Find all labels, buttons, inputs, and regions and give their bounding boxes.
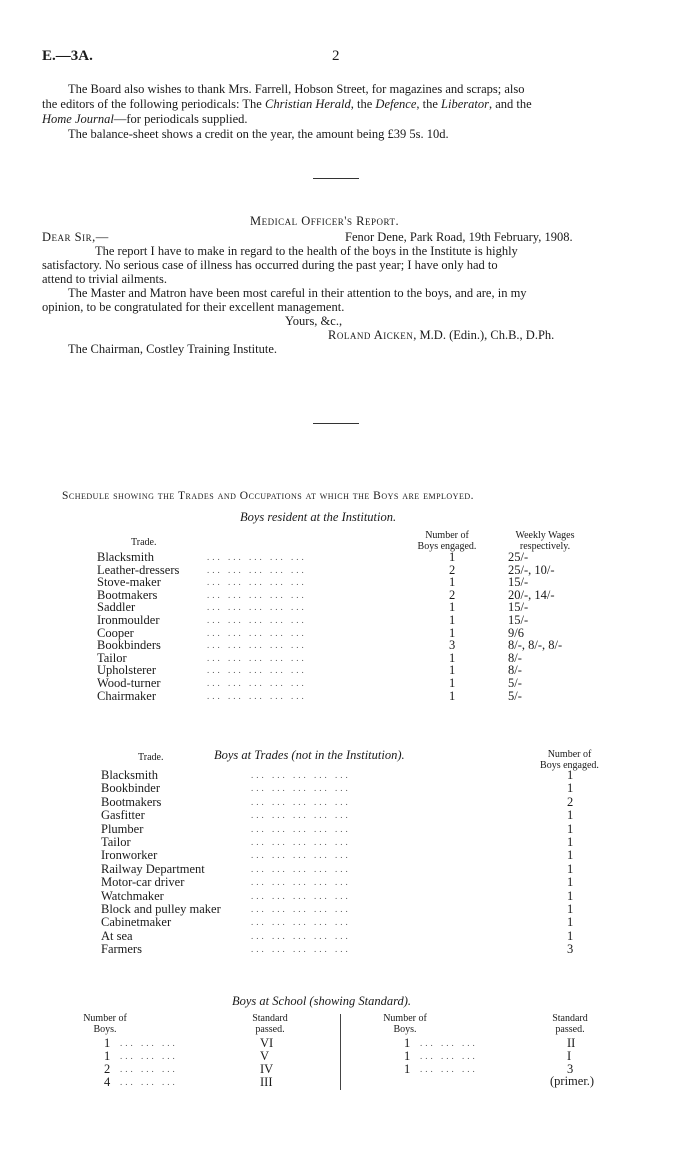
addressee: The Chairman, Costley Training Institute. xyxy=(68,342,278,356)
signature-name: Roland Aicken xyxy=(328,328,414,342)
trades-row xyxy=(101,795,611,808)
trades-table xyxy=(101,768,611,955)
school-left-col-number xyxy=(75,1013,135,1035)
resident-col-number xyxy=(402,530,492,552)
leader-dots: ... ... ... xyxy=(120,1064,178,1074)
trades-number: 1 xyxy=(567,915,574,930)
resident-wages: 15/- xyxy=(508,575,529,590)
school-right-rows xyxy=(400,1036,620,1075)
page-number: 2 xyxy=(332,48,340,64)
trades-subtitle xyxy=(214,748,405,763)
intro-paragraph-1-line-3 xyxy=(42,112,248,127)
trades-row xyxy=(101,781,611,794)
trades-number: 1 xyxy=(567,888,574,903)
resident-col-wages-line-1: Weekly Wages xyxy=(515,530,575,541)
resident-wages: 5/- xyxy=(508,688,522,703)
school-number: 2 xyxy=(104,1062,111,1076)
resident-trade: Blacksmith xyxy=(97,550,154,564)
leader-dots: ... ... ... ... ... xyxy=(207,640,307,651)
resident-table xyxy=(97,550,617,701)
school-left-col-standard xyxy=(240,1013,300,1035)
resident-wages: 25/- xyxy=(508,550,529,564)
leader-dots: ... ... ... xyxy=(420,1038,478,1048)
resident-trade: Upholsterer xyxy=(97,663,157,678)
school-subtitle xyxy=(232,994,411,1009)
resident-trade: Tailor xyxy=(97,650,127,665)
leader-dots: ... ... ... ... ... xyxy=(251,930,351,941)
leader-dots: ... ... ... ... ... xyxy=(251,823,351,834)
resident-wages: 25/-, 10/- xyxy=(508,562,555,577)
school-right-col-number-line-2: Boys. xyxy=(393,1024,417,1035)
school-standard: V xyxy=(260,1049,270,1063)
school-standard: III xyxy=(260,1075,273,1089)
report-address-date: Fenor Dene, Park Road, 19th February, 1908. xyxy=(345,230,573,244)
trades-row xyxy=(101,929,611,942)
resident-wages: 9/6 xyxy=(508,625,524,640)
resident-wages: 15/- xyxy=(508,612,529,627)
resident-trade: Bookbinders xyxy=(97,638,161,653)
trades-rows xyxy=(101,768,611,955)
school-left-col-standard-line-1: Standard xyxy=(252,1013,288,1024)
periodical-liberator: Liberator xyxy=(441,97,489,111)
medical-paragraph-2-line-1: The Master and Matron have been most careful in their attention to the boys, and are, in my xyxy=(68,286,527,300)
resident-trade: Ironmoulder xyxy=(97,612,160,627)
leader-dots: ... ... ... ... ... xyxy=(251,810,351,821)
resident-trade: Leather-dressers xyxy=(97,562,180,577)
trades-trade: Blacksmith xyxy=(101,768,158,782)
intro-paragraph-2: The balance-sheet shows a credit on the year, the amount being £39 5s. 10d. xyxy=(68,127,449,141)
school-left-col-number-line-2: Boys. xyxy=(93,1024,117,1035)
periodical-christian-herald: Christian Herald xyxy=(264,97,351,111)
resident-wages: 8/- xyxy=(508,650,522,665)
school-right-col-number-line-1: Number of xyxy=(383,1013,427,1024)
trades-trade: Plumber xyxy=(101,821,144,836)
resident-row xyxy=(97,626,617,639)
resident-trade: Bootmakers xyxy=(97,587,158,602)
trades-number: 1 xyxy=(567,834,574,849)
section-divider xyxy=(313,178,359,179)
intro-text: , and the xyxy=(488,97,532,111)
leader-dots: ... ... ... ... ... xyxy=(207,665,307,676)
resident-trade: Chairmaker xyxy=(97,688,157,703)
school-number: 1 xyxy=(104,1049,111,1063)
leader-dots: ... ... ... xyxy=(420,1051,478,1061)
intro-paragraph-1-line-1: The Board also wishes to thank Mrs. Farrell, Hobson Street, for magazines and scraps; also xyxy=(68,82,525,96)
intro-text: , the xyxy=(416,97,442,111)
resident-trade: Saddler xyxy=(97,600,136,615)
school-row xyxy=(400,1036,620,1049)
resident-wages: 5/- xyxy=(508,675,522,690)
school-number: 4 xyxy=(104,1075,111,1089)
resident-col-number-line-1: Number of xyxy=(425,530,469,541)
medical-paragraph-1-line-2: satisfactory. No serious case of illness has occurred during the past year; I have only had to xyxy=(42,258,498,272)
resident-row xyxy=(97,689,617,702)
trades-trade: Farmers xyxy=(101,942,142,957)
trades-trade: Watchmaker xyxy=(101,888,164,903)
trades-row xyxy=(101,822,611,835)
trades-trade: Railway Department xyxy=(101,861,205,876)
leader-dots: ... ... ... ... ... xyxy=(251,770,351,780)
leader-dots: ... ... ... ... ... xyxy=(207,652,307,663)
trades-row xyxy=(101,902,611,915)
school-standard: II xyxy=(567,1036,576,1050)
resident-number: 1 xyxy=(449,625,456,640)
trades-row xyxy=(101,875,611,888)
medical-paragraph-2-line-2: opinion, to be congratulated for their excellent management. xyxy=(42,300,345,314)
resident-number: 1 xyxy=(449,663,456,678)
leader-dots: ... ... ... ... ... xyxy=(207,577,307,588)
resident-wages: 8/- xyxy=(508,663,522,678)
trades-number: 1 xyxy=(567,875,574,890)
school-row xyxy=(100,1075,330,1088)
trades-col-trade: Trade. xyxy=(138,752,164,763)
trades-number: 1 xyxy=(567,861,574,876)
intro-text: —for periodicals supplied. xyxy=(113,112,248,126)
school-subtitle-text: Boys at School (showing Standard). xyxy=(232,994,412,1008)
resident-number: 1 xyxy=(449,675,456,690)
leader-dots: ... ... ... ... ... xyxy=(207,627,307,638)
resident-row xyxy=(97,676,617,689)
trades-number: 2 xyxy=(567,794,574,809)
salutation: Dear Sir,— xyxy=(42,230,109,244)
school-number: 1 xyxy=(404,1036,411,1050)
resident-trade: Wood-turner xyxy=(97,675,161,690)
resident-number: 1 xyxy=(449,600,456,615)
school-number: 1 xyxy=(404,1062,411,1076)
trades-row xyxy=(101,942,611,955)
trades-trade: Motor-car driver xyxy=(101,875,185,890)
school-standard: 3 xyxy=(567,1062,574,1076)
leader-dots: ... ... ... ... ... xyxy=(251,796,351,807)
resident-number: 3 xyxy=(449,638,456,653)
periodical-defence: Defence xyxy=(375,97,417,111)
school-row xyxy=(100,1049,330,1062)
resident-wages: 8/-, 8/-, 8/- xyxy=(508,638,563,653)
school-left-rows xyxy=(100,1036,330,1088)
resident-col-number-line-2: Boys engaged. xyxy=(417,541,477,552)
resident-number: 1 xyxy=(449,688,456,703)
school-left-col-standard-line-2: passed. xyxy=(255,1024,285,1035)
school-table-divider xyxy=(340,1014,341,1090)
school-row xyxy=(100,1062,330,1075)
leader-dots: ... ... ... xyxy=(120,1038,178,1048)
trades-trade: Cabinetmaker xyxy=(101,915,172,930)
school-right-col-standard-line-2: passed. xyxy=(555,1024,585,1035)
leader-dots: ... ... ... ... ... xyxy=(251,877,351,888)
leader-dots: ... ... ... ... ... xyxy=(251,944,351,955)
medical-paragraph-1-line-1: The report I have to make in regard to the health of the boys in the Institute is highly xyxy=(95,244,518,258)
trades-number: 3 xyxy=(567,942,574,957)
school-right-col-number xyxy=(375,1013,435,1035)
resident-trade: Cooper xyxy=(97,625,134,640)
trades-number: 1 xyxy=(567,901,574,916)
school-number: 1 xyxy=(104,1036,111,1050)
leader-dots: ... ... ... xyxy=(120,1077,178,1087)
leader-dots: ... ... ... xyxy=(120,1051,178,1061)
resident-number: 1 xyxy=(449,575,456,590)
trades-row xyxy=(101,848,611,861)
trades-row xyxy=(101,889,611,902)
trades-col-number-line-2: Boys engaged. xyxy=(540,760,599,771)
leader-dots: ... ... ... ... ... xyxy=(251,903,351,914)
trades-trade: Bookbinder xyxy=(101,781,161,796)
medical-paragraph-1-line-3: attend to trivial ailments. xyxy=(42,272,167,286)
trades-row xyxy=(101,862,611,875)
school-left-table xyxy=(100,1036,330,1088)
closing: Yours, &c., xyxy=(285,314,343,328)
resident-wages: 15/- xyxy=(508,600,529,615)
intro-paragraph-1-line-2 xyxy=(42,97,532,112)
leader-dots: ... ... ... ... ... xyxy=(207,690,307,701)
resident-col-wages xyxy=(500,530,590,552)
school-standard: I xyxy=(567,1049,572,1063)
resident-row xyxy=(97,651,617,664)
leader-dots: ... ... ... ... ... xyxy=(251,917,351,928)
trades-number: 1 xyxy=(567,928,574,943)
resident-col-wages-line-2: respectively. xyxy=(519,541,571,552)
resident-row xyxy=(97,588,617,601)
resident-row xyxy=(97,600,617,613)
trades-row xyxy=(101,768,611,781)
schedule-title: Schedule showing the Trades and Occupations at which the Boys are employed. xyxy=(62,490,475,502)
trades-trade: Bootmakers xyxy=(101,794,162,809)
resident-subtitle-text: Boys resident at the Institution. xyxy=(240,510,397,524)
resident-number: 1 xyxy=(449,650,456,665)
leader-dots: ... ... ... ... ... xyxy=(251,863,351,874)
leader-dots: ... ... ... ... ... xyxy=(207,677,307,688)
resident-number: 1 xyxy=(449,550,456,564)
periodical-home-journal: Home Journal xyxy=(42,112,114,126)
trades-trade: At sea xyxy=(101,928,133,943)
section-divider xyxy=(313,423,359,424)
school-right-table xyxy=(400,1036,620,1088)
leader-dots: ... ... ... ... ... xyxy=(207,589,307,600)
trades-row xyxy=(101,835,611,848)
school-primer-note: (primer.) xyxy=(550,1074,595,1088)
school-number: 1 xyxy=(404,1049,411,1063)
leader-dots: ... ... ... ... ... xyxy=(251,890,351,901)
signature-qualifications: , M.D. (Edin.), Ch.B., D.Ph. xyxy=(413,328,555,342)
leader-dots: ... ... ... ... ... xyxy=(251,783,351,794)
resident-subtitle xyxy=(240,510,396,525)
trades-trade: Tailor xyxy=(101,834,131,849)
leader-dots: ... ... ... ... ... xyxy=(207,614,307,625)
school-standard: VI xyxy=(260,1036,274,1050)
trades-trade: Ironworker xyxy=(101,848,158,863)
school-row xyxy=(100,1036,330,1049)
trades-number: 1 xyxy=(567,781,574,796)
report-code: E.—3A. xyxy=(42,48,93,64)
trades-subtitle-text: Boys at Trades (not in the Institution). xyxy=(214,748,405,762)
school-right-col-standard xyxy=(540,1013,600,1035)
leader-dots: ... ... ... ... ... xyxy=(207,552,307,562)
resident-row xyxy=(97,638,617,651)
resident-row xyxy=(97,663,617,676)
intro-text: the editors of the following periodicals: The xyxy=(42,97,265,111)
trades-number: 1 xyxy=(567,848,574,863)
trades-trade: Block and pulley maker xyxy=(101,901,221,916)
medical-report-title: Medical Officer's Report. xyxy=(250,214,400,228)
resident-number: 1 xyxy=(449,612,456,627)
leader-dots: ... ... ... ... ... xyxy=(207,564,307,575)
resident-wages: 20/-, 14/- xyxy=(508,587,555,602)
resident-row xyxy=(97,613,617,626)
trades-number: 1 xyxy=(567,768,574,782)
leader-dots: ... ... ... ... ... xyxy=(207,602,307,613)
resident-trade: Stove-maker xyxy=(97,575,161,590)
resident-number: 2 xyxy=(449,562,456,577)
trades-number: 1 xyxy=(567,821,574,836)
school-row xyxy=(400,1049,620,1062)
trades-trade: Gasfitter xyxy=(101,808,145,823)
school-right-col-standard-line-1: Standard xyxy=(552,1013,588,1024)
leader-dots: ... ... ... ... ... xyxy=(251,850,351,861)
trades-row xyxy=(101,915,611,928)
resident-row xyxy=(97,575,617,588)
school-standard: IV xyxy=(260,1062,274,1076)
leader-dots: ... ... ... xyxy=(420,1064,478,1074)
signature xyxy=(328,328,554,343)
resident-rows xyxy=(97,550,617,701)
resident-number: 2 xyxy=(449,587,456,602)
resident-row xyxy=(97,563,617,576)
school-left-col-number-line-1: Number of xyxy=(83,1013,127,1024)
trades-row xyxy=(101,808,611,821)
intro-text: , the xyxy=(350,97,376,111)
resident-col-trade: Trade. xyxy=(131,537,157,548)
leader-dots: ... ... ... ... ... xyxy=(251,836,351,847)
trades-number: 1 xyxy=(567,808,574,823)
trades-col-number-line-1: Number of xyxy=(547,749,592,760)
resident-row xyxy=(97,550,617,563)
